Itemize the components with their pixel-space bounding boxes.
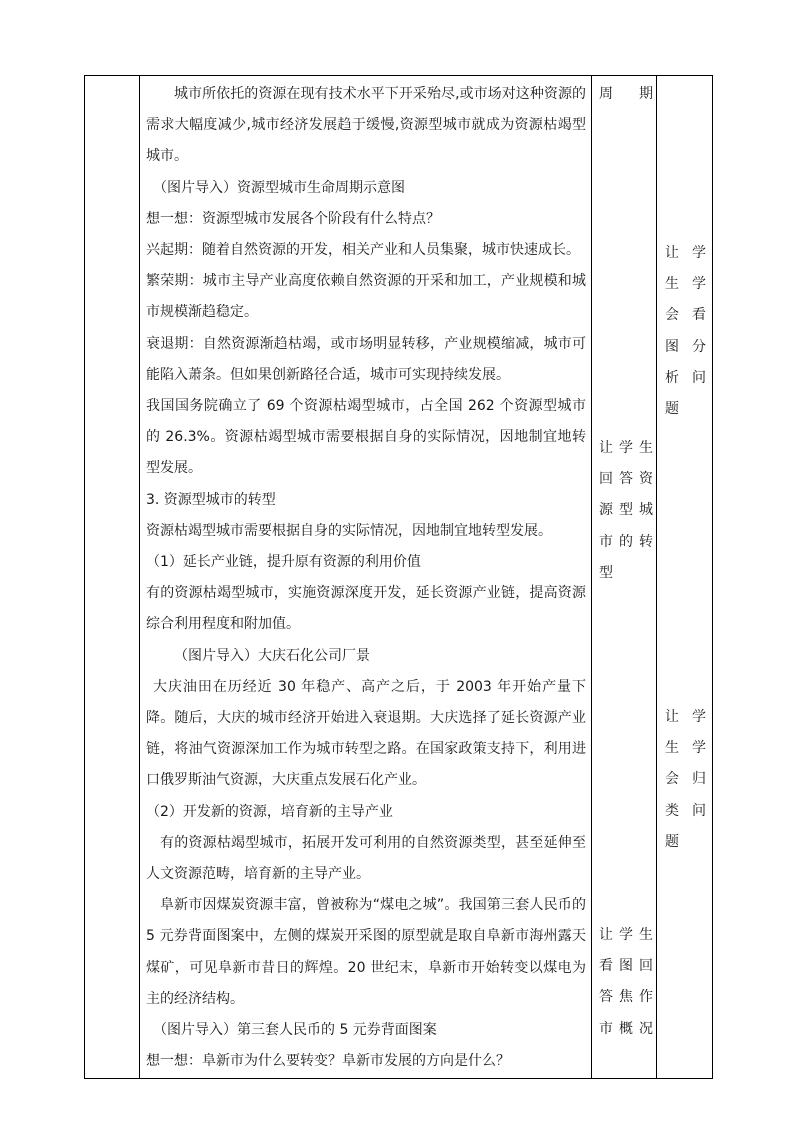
note-answer-transformation: 让学生 回答资 源型城 市的转 型 xyxy=(599,440,653,581)
paragraph-new-resources: 有的资源枯竭型城市，拓展开发可利用的自然资源类型，甚至延伸至人文资源范畴，培育新的主导产业。 xyxy=(146,834,586,883)
paragraph-image-daqing: （图片导入）大庆石化公司厂景 xyxy=(174,647,370,664)
paragraph-extend-chain: 有的资源枯竭型城市，实施资源深度开发，延长资源产业链，提高资源综合利用程度和附加值。 xyxy=(146,585,586,633)
paragraph-decline-stage: 衰退期：自然资源渐趋枯竭，或市场明显转移，产业规模缩减，城市可能陷入萧条。但如果创新路径合适，城市可实现持续发展。 xyxy=(146,335,586,383)
paragraph-rise-stage: 兴起期：随着自然资源的开发，相关产业和人员集聚，城市快速成长。 xyxy=(146,242,580,259)
heading-extend-chain: （1）延长产业链，提升原有资源的利用价值 xyxy=(146,554,421,571)
blank-first-column xyxy=(85,76,140,1079)
heading-transformation: 3. 资源型城市的转型 xyxy=(146,491,276,508)
paragraph-think-stages: 想一想：资源型城市发展各个阶段有什么特点？ xyxy=(146,210,440,227)
paragraph-image-banknote: （图片导入）第三套人民币的 5 元券背面图案 xyxy=(153,1022,437,1039)
paragraph-prosper-stage: 繁荣期：城市主导产业高度依赖自然资源的开采和加工，产业规模和城市规模渐趋稳定。 xyxy=(146,273,586,321)
paragraph-state-council: 我国国务院确立了 69 个资源枯竭型城市，占全国 262 个资源型城市的 26.3%。资源枯竭型城市需要根据自身的实际情况，因地制宜地转型发展。 xyxy=(146,398,586,477)
teaching-content-cell xyxy=(140,76,592,1079)
paragraph-fuxin: 阜新市因煤炭资源丰富，曾被称为“煤电之城”。我国第三套人民币的 5 元券背面图案中，左侧的煤炭开采图的原型就是取自阜新市海州露天煤矿，可见阜新市昔日的辉煌。20 世纪末，阜新市开始转变以煤电为主的经济结构。 xyxy=(146,897,586,1007)
note-classify-problems: 让学 生学 会归 类问 题 xyxy=(665,709,706,850)
design-intent-cell xyxy=(657,76,713,1079)
student-activity-cell xyxy=(592,76,657,1079)
lesson-plan-table xyxy=(84,75,713,1079)
paragraph-image-lifecycle: （图片导入）资源型城市生命周期示意图 xyxy=(153,179,405,196)
note-analyze-images: 让学 生学 会看 图分 析问 题 xyxy=(665,245,706,418)
paragraph-think-fuxin: 想一想：阜新市为什么要转变？阜新市发展的方向是什么？ xyxy=(146,1053,510,1070)
paragraph-daqing: 大庆油田在历经近 30 年稳产、高产之后，于 2003 年开始产量下降。随后，大庆的城市经济开始进入衰退期。大庆选择了延长资源产业链，将油气资源深加工作为城市转型之路。在国家政策支持下，利用进口俄罗斯油气资源，大庆重点发展石化产业。 xyxy=(146,678,586,789)
heading-new-resources: （2）开发新的资源，培育新的主导产业 xyxy=(146,803,393,820)
paragraph-transformation: 资源枯竭型城市需要根据自身的实际情况，因地制宜地转型发展。 xyxy=(146,522,552,539)
note-cycle: 周期 xyxy=(599,86,653,102)
teaching-content xyxy=(140,76,591,1078)
paragraph-definition: 城市所依托的资源在现有技术水平下开采殆尽,或市场对这种资源的需求大幅度减少,城市经济发展趋于缓慢,资源型城市就成为资源枯竭型城市。 xyxy=(146,86,586,165)
note-jiaozuo-overview: 让学生 看图回 答焦作 市概况 xyxy=(599,927,653,1037)
